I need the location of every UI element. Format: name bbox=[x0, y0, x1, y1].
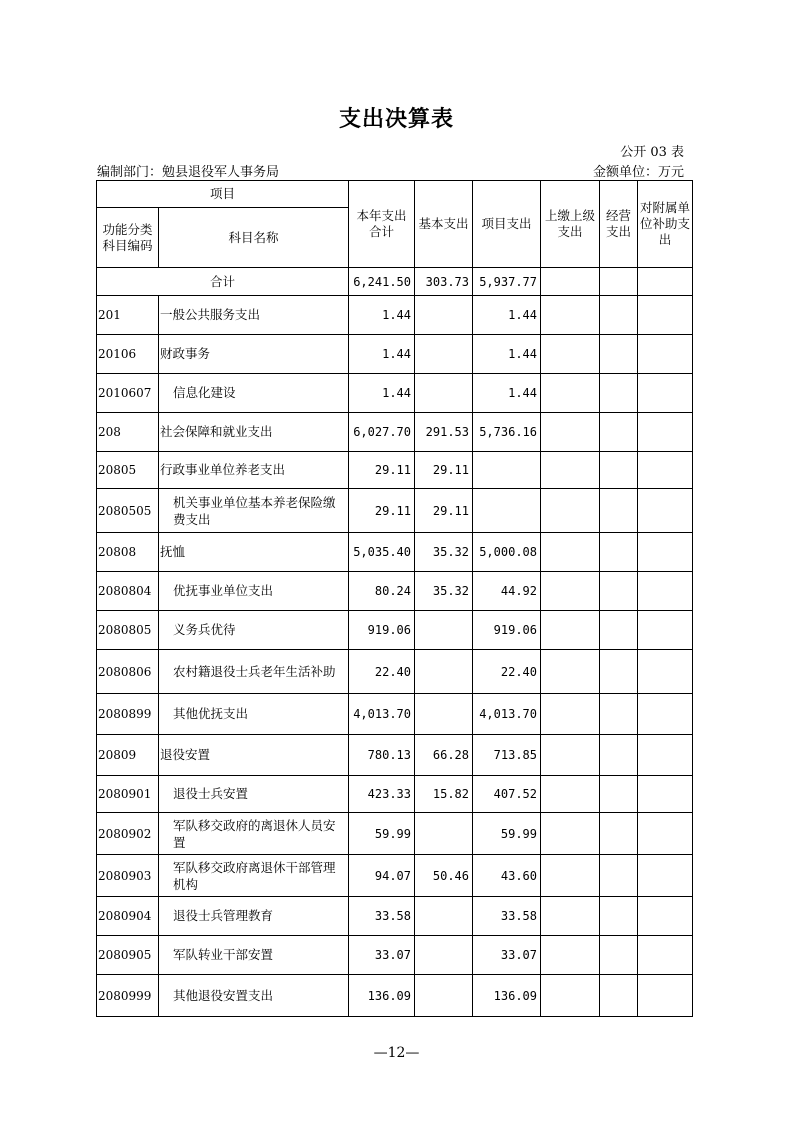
upper-payment bbox=[541, 452, 600, 489]
total-expenditure: 1.44 bbox=[349, 296, 415, 335]
business-expenditure bbox=[600, 452, 638, 489]
project-expenditure: 407.52 bbox=[473, 776, 541, 813]
total-expenditure: 29.11 bbox=[349, 489, 415, 533]
subsidy-expenditure bbox=[638, 650, 693, 694]
subject-name: 一般公共服务支出 bbox=[159, 296, 349, 335]
project-expenditure: 33.58 bbox=[473, 897, 541, 936]
table-row bbox=[97, 897, 693, 936]
upper-payment bbox=[541, 650, 600, 694]
total-expenditure: 22.40 bbox=[349, 650, 415, 694]
upper-payment bbox=[541, 776, 600, 813]
total-expenditure: 33.58 bbox=[349, 897, 415, 936]
basic-expenditure: 291.53 bbox=[415, 413, 473, 452]
basic-expenditure: 50.46 bbox=[415, 855, 473, 897]
business-expenditure bbox=[600, 296, 638, 335]
project-expenditure: 136.09 bbox=[473, 975, 541, 1017]
upper-payment bbox=[541, 374, 600, 413]
subsidy-expenditure bbox=[638, 489, 693, 533]
project-expenditure: 919.06 bbox=[473, 611, 541, 650]
subsidy-expenditure bbox=[638, 813, 693, 855]
total-expenditure: 33.07 bbox=[349, 936, 415, 975]
total-expenditure: 1.44 bbox=[349, 374, 415, 413]
upper-payment bbox=[541, 735, 600, 776]
business-expenditure bbox=[600, 489, 638, 533]
total-expenditure: 5,035.40 bbox=[349, 533, 415, 572]
header-subsidy: 对附属单位补助支出 bbox=[638, 181, 693, 268]
subject-code: 2080805 bbox=[97, 611, 159, 650]
upper-payment bbox=[541, 489, 600, 533]
upper-payment bbox=[541, 694, 600, 735]
summary-business bbox=[600, 268, 638, 296]
table-row bbox=[97, 975, 693, 1017]
subject-code: 208 bbox=[97, 413, 159, 452]
amount-unit: 金额单位：万元 bbox=[592, 165, 684, 180]
summary-project: 5,937.77 bbox=[473, 268, 541, 296]
subject-name: 行政事业单位养老支出 bbox=[159, 452, 349, 489]
table-row bbox=[97, 296, 693, 335]
upper-payment bbox=[541, 572, 600, 611]
project-expenditure: 713.85 bbox=[473, 735, 541, 776]
business-expenditure bbox=[600, 855, 638, 897]
basic-expenditure bbox=[415, 650, 473, 694]
header-total: 本年支出合计 bbox=[349, 181, 415, 268]
subject-name: 抚恤 bbox=[159, 533, 349, 572]
basic-expenditure bbox=[415, 611, 473, 650]
subject-code: 2080905 bbox=[97, 936, 159, 975]
upper-payment bbox=[541, 813, 600, 855]
subject-code: 2080902 bbox=[97, 813, 159, 855]
subject-name: 军队移交政府离退休干部管理机构 bbox=[159, 855, 349, 897]
business-expenditure bbox=[600, 813, 638, 855]
table-row bbox=[97, 776, 693, 813]
subsidy-expenditure bbox=[638, 452, 693, 489]
subject-code: 20809 bbox=[97, 735, 159, 776]
basic-expenditure bbox=[415, 897, 473, 936]
table-row bbox=[97, 374, 693, 413]
form-number: 公开 03 表 bbox=[620, 145, 684, 160]
business-expenditure bbox=[600, 335, 638, 374]
subject-name: 退役士兵管理教育 bbox=[159, 897, 349, 936]
table-row bbox=[97, 611, 693, 650]
subject-code: 2080505 bbox=[97, 489, 159, 533]
subsidy-expenditure bbox=[638, 611, 693, 650]
upper-payment bbox=[541, 296, 600, 335]
subject-code: 2080903 bbox=[97, 855, 159, 897]
table-row bbox=[97, 650, 693, 694]
subject-name: 农村籍退役士兵老年生活补助 bbox=[159, 650, 349, 694]
project-expenditure: 4,013.70 bbox=[473, 694, 541, 735]
table-row bbox=[97, 936, 693, 975]
total-expenditure: 1.44 bbox=[349, 335, 415, 374]
business-expenditure bbox=[600, 374, 638, 413]
subject-name: 义务兵优待 bbox=[159, 611, 349, 650]
table-row bbox=[97, 855, 693, 897]
basic-expenditure bbox=[415, 813, 473, 855]
page-number: —12— bbox=[373, 1045, 420, 1061]
total-expenditure: 80.24 bbox=[349, 572, 415, 611]
project-expenditure bbox=[473, 489, 541, 533]
business-expenditure bbox=[600, 975, 638, 1017]
table-row bbox=[97, 694, 693, 735]
subsidy-expenditure bbox=[638, 897, 693, 936]
total-expenditure: 919.06 bbox=[349, 611, 415, 650]
subject-code: 2080999 bbox=[97, 975, 159, 1017]
total-expenditure: 59.99 bbox=[349, 813, 415, 855]
basic-expenditure bbox=[415, 936, 473, 975]
header-business: 经营支出 bbox=[600, 181, 638, 268]
table-row bbox=[97, 452, 693, 489]
subject-code: 20805 bbox=[97, 452, 159, 489]
expenditure-table bbox=[96, 180, 693, 1017]
basic-expenditure bbox=[415, 296, 473, 335]
summary-basic: 303.73 bbox=[415, 268, 473, 296]
project-expenditure: 1.44 bbox=[473, 335, 541, 374]
subsidy-expenditure bbox=[638, 936, 693, 975]
project-expenditure: 1.44 bbox=[473, 374, 541, 413]
upper-payment bbox=[541, 975, 600, 1017]
upper-payment bbox=[541, 533, 600, 572]
total-expenditure: 29.11 bbox=[349, 452, 415, 489]
total-expenditure: 136.09 bbox=[349, 975, 415, 1017]
total-expenditure: 423.33 bbox=[349, 776, 415, 813]
upper-payment bbox=[541, 611, 600, 650]
total-expenditure: 4,013.70 bbox=[349, 694, 415, 735]
business-expenditure bbox=[600, 897, 638, 936]
subject-name: 财政事务 bbox=[159, 335, 349, 374]
subject-code: 2080904 bbox=[97, 897, 159, 936]
table-row bbox=[97, 413, 693, 452]
header-basic: 基本支出 bbox=[415, 181, 473, 268]
header-project: 项目支出 bbox=[473, 181, 541, 268]
basic-expenditure: 29.11 bbox=[415, 452, 473, 489]
summary-total: 6,241.50 bbox=[349, 268, 415, 296]
total-expenditure: 780.13 bbox=[349, 735, 415, 776]
upper-payment bbox=[541, 855, 600, 897]
subsidy-expenditure bbox=[638, 975, 693, 1017]
summary-upper bbox=[541, 268, 600, 296]
subsidy-expenditure bbox=[638, 776, 693, 813]
subsidy-expenditure bbox=[638, 296, 693, 335]
subsidy-expenditure bbox=[638, 374, 693, 413]
subsidy-expenditure bbox=[638, 413, 693, 452]
basic-expenditure: 15.82 bbox=[415, 776, 473, 813]
basic-expenditure bbox=[415, 975, 473, 1017]
basic-expenditure: 66.28 bbox=[415, 735, 473, 776]
subject-code: 2010607 bbox=[97, 374, 159, 413]
project-expenditure: 33.07 bbox=[473, 936, 541, 975]
summary-subsidy bbox=[638, 268, 693, 296]
business-expenditure bbox=[600, 611, 638, 650]
basic-expenditure bbox=[415, 374, 473, 413]
table-row bbox=[97, 335, 693, 374]
project-expenditure: 59.99 bbox=[473, 813, 541, 855]
subject-name: 信息化建设 bbox=[159, 374, 349, 413]
project-expenditure: 5,736.16 bbox=[473, 413, 541, 452]
subject-name: 其他退役安置支出 bbox=[159, 975, 349, 1017]
subject-code: 201 bbox=[97, 296, 159, 335]
project-expenditure: 22.40 bbox=[473, 650, 541, 694]
project-expenditure bbox=[473, 452, 541, 489]
subject-code: 20808 bbox=[97, 533, 159, 572]
subsidy-expenditure bbox=[638, 694, 693, 735]
basic-expenditure: 35.32 bbox=[415, 533, 473, 572]
subject-code: 2080804 bbox=[97, 572, 159, 611]
total-expenditure: 94.07 bbox=[349, 855, 415, 897]
subject-name: 其他优抚支出 bbox=[159, 694, 349, 735]
subsidy-expenditure bbox=[638, 735, 693, 776]
subsidy-expenditure bbox=[638, 533, 693, 572]
header-code: 功能分类科目编码 bbox=[97, 208, 159, 268]
compiling-department: 编制部门：勉县退役军人事务局 bbox=[97, 165, 280, 180]
business-expenditure bbox=[600, 572, 638, 611]
business-expenditure bbox=[600, 650, 638, 694]
business-expenditure bbox=[600, 776, 638, 813]
header-item: 项目 bbox=[97, 181, 349, 208]
project-expenditure: 44.92 bbox=[473, 572, 541, 611]
table-row bbox=[97, 813, 693, 855]
subject-name: 机关事业单位基本养老保险缴费支出 bbox=[159, 489, 349, 533]
basic-expenditure: 35.32 bbox=[415, 572, 473, 611]
table-row bbox=[97, 489, 693, 533]
summary-label: 合计 bbox=[97, 268, 349, 296]
total-expenditure: 6,027.70 bbox=[349, 413, 415, 452]
project-expenditure: 43.60 bbox=[473, 855, 541, 897]
subject-name: 军队转业干部安置 bbox=[159, 936, 349, 975]
subsidy-expenditure bbox=[638, 572, 693, 611]
subsidy-expenditure bbox=[638, 335, 693, 374]
business-expenditure bbox=[600, 735, 638, 776]
project-expenditure: 5,000.08 bbox=[473, 533, 541, 572]
business-expenditure bbox=[600, 694, 638, 735]
basic-expenditure bbox=[415, 335, 473, 374]
table-row bbox=[97, 533, 693, 572]
project-expenditure: 1.44 bbox=[473, 296, 541, 335]
subject-code: 20106 bbox=[97, 335, 159, 374]
page-title: 支出决算表 bbox=[338, 106, 454, 132]
subject-code: 2080901 bbox=[97, 776, 159, 813]
upper-payment bbox=[541, 413, 600, 452]
subject-name: 退役安置 bbox=[159, 735, 349, 776]
subject-name: 退役士兵安置 bbox=[159, 776, 349, 813]
subject-name: 优抚事业单位支出 bbox=[159, 572, 349, 611]
upper-payment bbox=[541, 897, 600, 936]
business-expenditure bbox=[600, 533, 638, 572]
header-upper: 上缴上级支出 bbox=[541, 181, 600, 268]
subject-name: 社会保障和就业支出 bbox=[159, 413, 349, 452]
business-expenditure bbox=[600, 413, 638, 452]
table-row bbox=[97, 572, 693, 611]
subject-code: 2080806 bbox=[97, 650, 159, 694]
subsidy-expenditure bbox=[638, 855, 693, 897]
upper-payment bbox=[541, 936, 600, 975]
subject-code: 2080899 bbox=[97, 694, 159, 735]
business-expenditure bbox=[600, 936, 638, 975]
header-name: 科目名称 bbox=[159, 208, 349, 268]
basic-expenditure: 29.11 bbox=[415, 489, 473, 533]
subject-name: 军队移交政府的离退休人员安置 bbox=[159, 813, 349, 855]
upper-payment bbox=[541, 335, 600, 374]
table-row bbox=[97, 735, 693, 776]
basic-expenditure bbox=[415, 694, 473, 735]
